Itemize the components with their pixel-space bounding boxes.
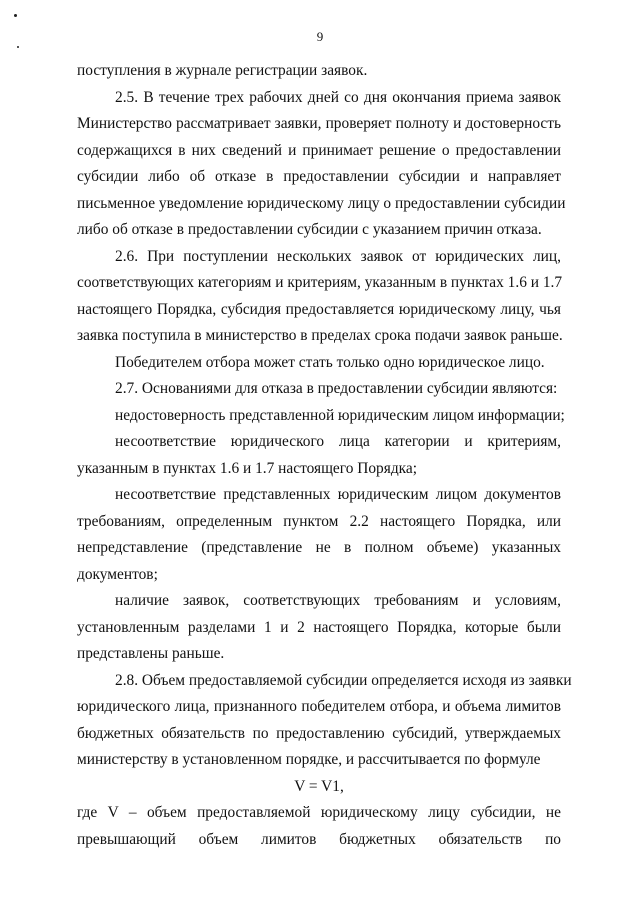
text-line: соответствующих категориям и критериям, указанным в пунктах 1.6 и 1.7 — [77, 274, 563, 291]
scan-speck — [14, 14, 17, 17]
text-line: несоответствие юридического лица категории и критериям, — [115, 433, 561, 450]
text-line: представлены раньше. — [77, 645, 225, 662]
scan-speck — [17, 46, 19, 48]
text-line: либо об отказе в предоставлении субсидии с указанием причин отказа. — [77, 221, 542, 238]
text-line: бюджетных обязательств по предоставлению субсидий, утверждаемых — [77, 724, 561, 742]
text-line: 2.7. Основаниями для отказа в предоставлении субсидии являются: — [115, 380, 558, 397]
text-line: Министерство рассматривает заявки, проверяет полноту и достоверность — [77, 115, 561, 132]
text-line: субсидии либо об отказе в предоставлении субсидии и направляет — [77, 168, 561, 185]
text-line: превышающий объем лимитов бюджетных обязательств по — [77, 830, 561, 848]
document-body — [77, 58, 572, 853]
text-line: 2.6. При поступлении нескольких заявок от юридических лиц, — [115, 247, 561, 265]
text-line: заявка поступила в министерство в пределах срока подачи заявок раньше. — [77, 327, 563, 344]
page-number: 9 — [316, 29, 324, 44]
text-line: министерству в установленном порядке, и рассчитывается по формуле — [77, 751, 541, 768]
text-line: где V – объем предоставляемой юридическому лицу субсидии, не — [77, 804, 561, 821]
formula-line: V = V1, — [294, 777, 344, 795]
text-line: 2.8. Объем предоставляемой субсидии определяется исходя из заявки — [115, 671, 572, 689]
text-line: поступления в журнале регистрации заявок. — [77, 62, 368, 79]
text-line: содержащихся в них сведений и принимает решение о предоставлении — [77, 141, 561, 159]
text-line: непредставление (представление не в полном объеме) указанных — [77, 539, 561, 556]
text-line: требованиям, определенным пунктом 2.2 настоящего Порядка, или — [77, 512, 561, 530]
text-line: недостоверность представленной юридическим лицом информации; — [115, 406, 565, 424]
text-line: Победителем отбора может стать только одно юридическое лицо. — [115, 353, 545, 371]
text-line: 2.5. В течение трех рабочих дней со дня окончания приема заявок — [115, 88, 561, 106]
text-line: наличие заявок, соответствующих требованиям и условиям, — [115, 592, 561, 609]
text-line: установленным разделами 1 и 2 настоящего Порядка, которые были — [77, 618, 561, 636]
text-line: письменное уведомление юридическому лицу о предоставлении субсидии — [77, 194, 566, 212]
text-line: настоящего Порядка, субсидия предоставляется юридическому лицу, чья — [77, 300, 561, 318]
text-line: документов; — [77, 565, 158, 583]
text-line: несоответствие представленных юридическим лицом документов — [115, 486, 561, 503]
text-line: юридического лица, признанного победителем отбора, и объема лимитов — [77, 698, 561, 715]
text-line: указанным в пунктах 1.6 и 1.7 настоящего Порядка; — [77, 459, 418, 477]
